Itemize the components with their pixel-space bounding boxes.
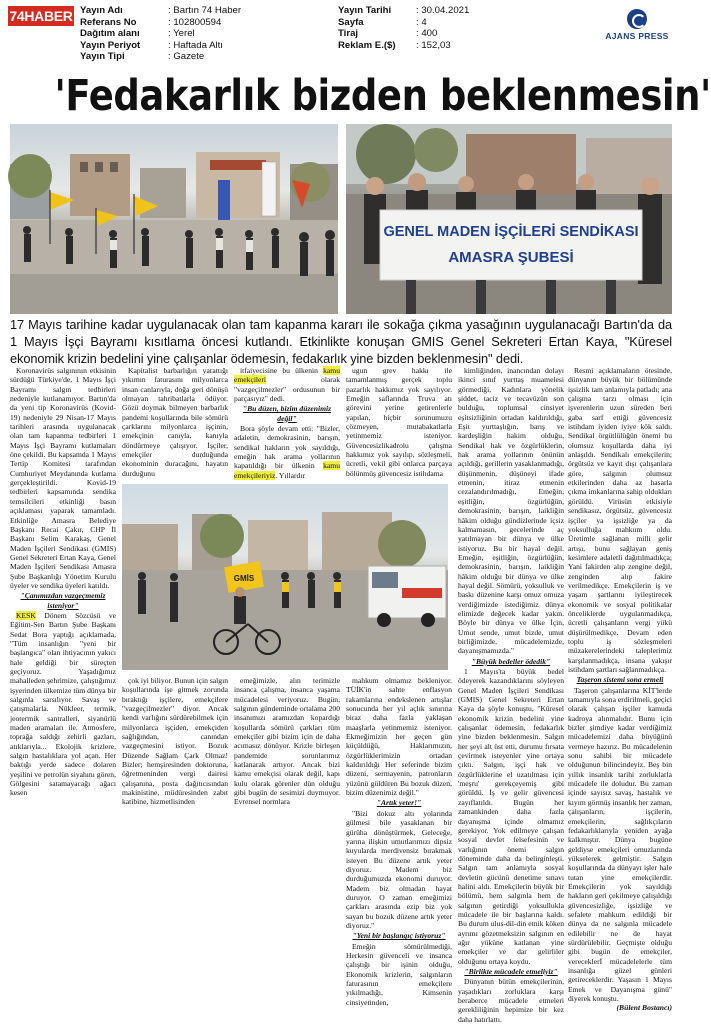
agency-icon xyxy=(627,9,647,29)
highlighted-text: KESK xyxy=(16,610,36,620)
banner-line-2: AMASRA ŞUBESİ xyxy=(448,249,574,266)
photo-union-banner xyxy=(346,124,672,314)
text-column-4-top xyxy=(346,366,452,482)
meta-row: Yayın Adı : Bartın 74 Haber xyxy=(80,5,242,16)
text-column-3-top xyxy=(234,366,340,482)
paragraph: Bora şöyle devam etti: "Bizler, adaletin, demokrasinin, barışın, sendikal hakların yok sayıldığı, emeğin hak arama yollarının kapatıldığı bir ülkenin kamu emekçileriyiz. Yıllardır xyxy=(234,424,340,480)
subheading: "Çanımızdan vazgeçmemiz isteniyor" xyxy=(20,591,106,610)
sign-text: GMİS xyxy=(233,574,255,583)
banner-line-1: GENEL MADEN İŞÇİLERİ SENDİKASI xyxy=(383,224,639,240)
paragraph: Resmi açıklamaların ötesinde, dünyanın büyük bir bölümünde işsizlik tam anlamıyla patladı; ana çalışma tarzı olması için işverenlerin uzun süreden beri gaba sarf ettiği güvencesiz istihdam iyiden iyiye kök saldı. Sendikal örgütlülüğün önemi bu olumsuz koşullarda daha iyi anlaşıldı. Sendikalı emekçilerin; örgütsüz ve kayıt dışı çalışanlara göre, salgının olumsuz etkilerinden daha az hasarla çıkma imkanlarına sahip oldukları görüldü. Virüsün etkisiyle sendikasız, örgütsüz, güvencesiz işçiler ya işsizliğe ya da yoksulluğa mahkum oldu. Üretimle sağlanan milli gelir artışı, bunu sağlayan geniş kesimlere adaletli dağıtılmadıkça; Yani fakirden alıp zengine değil, zenginden alıp fakire verilmedikçe. Emekçilerin iş ve yaşam şartlarını iyileştirecek ekonomik ve sosyal politikalar önceliklerde uygulanmadıkça, ücretli çalışanların vergi yükü düşürülmedikçe. Devam eden toplu iş sözleşmeleri müzakerelerindeki taleplerimiz karşılanmadıkça, insana yakışır istihdam şartları sağlanmadıkça. xyxy=(568,366,672,674)
photo-banner-illustration xyxy=(346,124,672,314)
meta-row: Yayın Tarihi : 30.04.2021 xyxy=(338,5,470,16)
paragraph: emeğimizle, alın terimizle insanca çalışma, insanca yaşama mücadelesi veriyoruz. Bugün, salgının gündeminde ortalama 200 insanımızı aramızdan kopardığı koşullarda sömürü çarkları tüm emekçiler gibi bizim için de daha acımasız dönüyor. Krizle birleşen pandemide sorunlarımız katlanarak artıyor. Ancak bizi kamu emekçisi olarak değil, kapı kulu olarak görenler dün olduğu gibi bugün de sesimizi duymuyor. Evrensel normlara xyxy=(234,676,340,807)
meta-row: Yayın Tipi : Gazete xyxy=(80,51,205,62)
publication-logo: 74HABER xyxy=(9,8,73,24)
meta-right xyxy=(338,5,469,51)
paragraph: Emeğin sömürülmediği, Herkesin güvenceli ve insanca çalıştığı bir işinin olduğu, Ekonomik krizlerin, salgınların faturasının emekçilere yıkılmadığı, Kimsenin cinsiyetinden, xyxy=(346,941,452,1007)
paragraph: Dünyanın bütün emekçilerinin, yaşadıkları zorluklara karşı beraberce mücadele etmeleri gerekliliğinin hepimize bir kez daha hatırlattı. xyxy=(458,977,564,1024)
text-column-3-bottom xyxy=(234,676,340,1016)
clipping-header xyxy=(0,0,680,68)
paragraph: 1 Mayıs'ta büyük bedel ödeyerek kazandıklarını söyleyen Genel Maden İşçileri Sendikası (GMIS) Genel Sekreteri Ertan Kaya da şöyle konuştu, "Küresel ekonomik krizin bedelini yine çalışanlar ödemesin, fedakarlık yine bizden beklenmesin. Salgın her şeyi alt üst etti, durumu fırsata çevirmek isteyenler yine ortaya çıktı. Salgın, işçi hak ve özgürlüklerine el uzatılması için 'meşru' gerekçeyemiş gibi görüldü. İş ve gelir güvencesi zayıflatıldı. Bugün her zamankinden daha fazla dayanışma içinde olmamız gerekiyor. Yok edilmeye çalışan sosyal devlet felsefesinin ve varlığının önemi salgın döneminde daha da belirginleşti. Salgın tam anlamıyla sosyal devletin gücünü denetime sınavı halini aldı. Emekçilerin büyük bir bölümü, hem salgınla hem de salgının getirdiği yoksullukla mücadele ile bir başlarına kaldı. Bu durum ulus-dil-din etnik köken ayrımı gözetmeksizin salgının en ağır yüküne katlanan yine emekçiler ve dar gelirliler olduğunu ortaya koydu. xyxy=(458,667,564,966)
subheading: "Birlikte mücadele etmeliyiz" xyxy=(464,967,558,976)
subheading: "Artık yeter!" xyxy=(376,798,422,808)
paragraph: itfaiyecisine bu ülkenin kamu emekçileri olarak "vazgeçilmezler" ordusunun bir parçasıyız" dedi. xyxy=(234,366,340,404)
text-column-2-bottom xyxy=(122,676,228,1016)
meta-row: Sayfa : 4 xyxy=(338,16,427,28)
subheading: "Büyük bedeller ödedik" xyxy=(471,656,551,666)
paragraph: Kapitalist barbarlığın yarattığı yıkımın faturasını milyonlarca insan canlarıyla, doğa geri dönüşü olmayan tahribatlarla ödüyor. Gözü doymak bilmeyen barbarlık pandemi koşullarında bile sömürü çarklarını milyonlarca işçinin, emekçinin canıyla, kanıyla döndürmeye çalışıyor. İşçiler, emekçiler durduğunda ekonominin duracağını, hayatın durduğunu xyxy=(122,366,228,478)
author-signature: (Bülent Bostancı) xyxy=(616,1003,672,1013)
paragraph: ugun grev hakkı ile tamamlanmış gerçek toplu pazarlık hakkımız yok sayılıyor. Emeğin saflarında Truva atı görevini yerine getirenlerle yapılan, hiçbir sorunumuzu çözmeyen, mutabakatlarla yetinmemiz isteniyor. Güvencesizlikadrolu çalışma hakkımız yok sayılıp, sözleşmeli, ücretli, vekil gibi onlarca parçaya bölünmüş güvencesiz istihdama xyxy=(346,366,452,478)
article-lede: 17 Mayıs tarihine kadar uygulanacak olan tam kapanma kararı ile sokağa çıkma yasağının uygulanacağı Bartın'da da 1 Mayıs İşçi Bayramı kısıtlama öncesi kutlandı. Etkinlikte konuşan GMIS Genel Sekreteri Ertan Kaya, "Küresel ekonomik krizin bedelini yine çalışanlar ödemesin, fedakarlık yine bizden beklenmesin" dedi. xyxy=(10,317,672,366)
photo-square-rally xyxy=(10,124,338,314)
meta-left xyxy=(80,5,241,63)
agency-logo: AJANS PRESS xyxy=(600,9,674,41)
text-column-2-top xyxy=(122,366,228,482)
paragraph: Taşeron çalışanlarına KİT'lerde tamamıyla sona erdirilmeli, geçici olarak çalışan işçiler kamuda kadroya alınmalıdır. Bunu için bizler şimdiye kadar verdiğimiz mücadelemizi daha büyüğünü vermeye hazırız. Bu mücadelenin sonu sahibi bir mücadele olduğunun bilincindeyiz. Beş bin yıllık insanlık tarihi zorluklarla mücadele ile doludur. Bu zaman içinde sayısız savaş, hastalık ve kıyım görmüş insanlık her zaman, çalışanların, işçilerin, emekçilerin, sağlıkçıların fedakarlıklarıyla yeniden ayağa kalkmıştır. Dünya bugüne geldiyse emekçileri omuzlarında yükselerek gelmiştir. Salgın koşullarında da dünyayı işler hale tutan yine emekçilerdir. Emekçilerin yok sayıldığı hakların geri çekilmeye çalışıldığı güvencesizliğe, işsizliğe ve sefalete mahkum edildiği bir dünya da ne salgınla mücadele edilebilir ne de hayat sürdürülebilir. Geçmişte olduğu gibi bugün de emekçiler, vereceklerİ mücadelelerle tüm insanlığa güzel günleri getireceklerdir. Yaşasın 1 Mayıs Emek ve Dayanışma günü" diyerek konuştu. xyxy=(568,685,672,1004)
highlighted-text: kamu emekçileriyiz xyxy=(234,461,340,480)
paragraph: çok iyi biliyor. Bunun için salgın koşullarında işe gitmek zorunda bıraktığı işçilere, emekçilere "vazgeçilmezler" diyor. Ancak kendi varlığını sürdürebilmek için milyonlarca işçiden, emekçiden sağlığından, canından vazgeçmesini istiyor. Bozuk Düzende Sağlam Çark Olmaz! Bizler; hemşiresinden doktoruna, öğretmeninden vergi dairesi çalışanına, posta dağıtıcısından makinistine, müdüresinden zabıt katibine, hizmetlisinden xyxy=(122,676,228,807)
subheading: "Yeni bir başlangıç istiyoruz" xyxy=(352,931,446,941)
text-column-1 xyxy=(10,366,116,1016)
text-column-5 xyxy=(458,366,564,1024)
text-column-6 xyxy=(568,366,672,1016)
photo-square-cyclist xyxy=(122,484,448,670)
paragraph: mahkum olmamız bekleniyor. TÜİK'in sahte enflasyon rakamlarına endekslenen artışlar sonucunda her yıl açlık sınırına biraz daha fazla yaklaşan maaşlarla yetinmemiz isteniyor. Ekmeğimizin her geçen gün küçüldüğü, Haklarımızın, özgürlüklerimizin ortadan kaldırıldığı Her seferinde bizim düzeni, sermayenin, patronların yüzünü güldüren Bu bozuk düzen, bizim düzenimiz değil." xyxy=(346,676,452,798)
meta-row: Tiraj : 400 xyxy=(338,28,438,39)
text-column-4-bottom xyxy=(346,676,452,1016)
highlighted-text: kamu emekçileri xyxy=(234,366,340,385)
paragraph: kimliğinden, inancından dolayı ikinci sınıf yurttaş muamelesi görmediği, Kadınlara yönelik şiddet, taciz ve tecavüzün son bulduğu, toplumsal cinsiyet eşitsizliğinin ortadan kaldırıldığı, Eşit yurttaşlığın, barış ve kardeşliğin hakim olduğu, Sendikal hak ve özgürlüklerin, hak arama yollarının önünün açıldığı, gerillerin yasaklanmadığı, düşünmenin, düşüneyi ifade etmenin, itiraz etmenin cezalandırılmadığı, Emeğin, eşitliğin, özgürlüğün, demokrasinin, barışın, laikliğin hâkim olduğu gündizlerinde içsiz kalmamasın, gecelerinde aç yatılmayan bir dünya ve ülke istiyoruz. Bu bir hayal değil. Emeğin, eşitliğin, özgürlüğün, demokrasinin, barışın, laikliğin hâkim olduğu bir dünya ve ülke hayal değil. Sömürü, yoksulluk ve baskı düzenine karşı omuz omuza verdiğimizde istediğimiz dünya elimizde değecek kadar yakın. Böyle bir dünya ve ülke İçin, Umut sende, umut bizde, umut birliğimizde, mücadelemizde, dayanışmamızda." xyxy=(458,366,564,656)
subheading: "Bu düzen, bizim düzenimiz değil" xyxy=(242,404,332,423)
photo-cyclist-illustration xyxy=(122,484,448,670)
paragraph: "Bizi dokuz altı yolarında gülmesi bile yasaklanan bir gürüha dönüştürmek, Geleceğe, yarına ilişkin umutlarımızı dipsiz kuyularda merdivensiz bırakmak isteyen Bu düzene artık yeter diyoruz. Madem biz durduğumuzda ekonomi duruyor. Madem biz olmadan hayat duruyor. O zaman emeğimizi çarkları arasında ezip biz yok sayan bu bozuk düzene artık yeter diyoruz." xyxy=(346,808,452,930)
article-headline: 'Fedakarlık bizden beklenmesin' xyxy=(54,71,711,121)
paragraph: Koronavirüs salgınının etkisinin sürdüğü Türkiye'de, 1 Mayıs İşçi Bayramı salgın tedbirleri nedeniyle kutlanamıyor. Bartın'da da yeni tip Koronavirüs (Kovid-19) nedeniyle 29 Nisan-17 Mayıs tarihleri arasında uygulanacak olan tam kapanma tedbirleri 1 Mayıs İşçi Bayramı kutlamaları öne çekildi. Bu kapsamda 1 Mayıs Tertip Komitesi tarafından Cumhuriyet Meydanında kutlama gerçekleştirildi. Kovid-19 tedbirleri kapsamında sendika temsilcileri etkinliği basın açıklaması yaparak tamamladı. Etkinliğe Amasra Belediye Başkanı Recai Çakır, CHP İl Başkanı Selim Karakaş, Genel Maden İşçileri Sendikası (GMIS) Genel Sekreteri Ertan Kaya, Genel Maden İşçileri Sendikası Amasra Şube Başkanlığı Yönetim Kurulu üyeler ve sendika üyeleri katıldı. xyxy=(10,366,116,590)
meta-row: Referans No : 102800594 xyxy=(80,16,222,28)
meta-row: Reklam E.($) : 152,03 xyxy=(338,39,451,51)
meta-row: Yayın Periyot : Haftada Altı xyxy=(80,39,223,51)
photo-square-illustration xyxy=(10,124,338,314)
meta-row: Dağıtım alanı : Yerel xyxy=(80,28,195,39)
paragraph: KESK Dönem Sözcüsü ve Eğitim-Sen Bartın Şube Başkanı Sedat Bora yaptığı açıklamada, "Tüm insanlığın "yeni bir başlangıca" olan ihtiyacının yakıcı hale geldiği bir süreçten geçiyoruz. Yaşadığımız mahalleden şehrimize, çalıştığımız işyerinden ülkemize tüm dünya bir salgınla sarsılıyor. Savaş ve çatışmalarla. Nükleer, termik, jeotermik santralleri, siyanürlü maden aramaları ile. Atmosfere, toprağa saldığı zehirli gazları, atıklarıyla... Ekolojik krizlere, salgın hastalıklara yol açan. Her baktığı yerde sadece dolaren yeşilini ve petrolün siyahını gören, Gölgesini satamayacağı ağacı kesen xyxy=(10,610,116,798)
subheading: Taşeron sistemi sona ermeli xyxy=(576,675,664,685)
